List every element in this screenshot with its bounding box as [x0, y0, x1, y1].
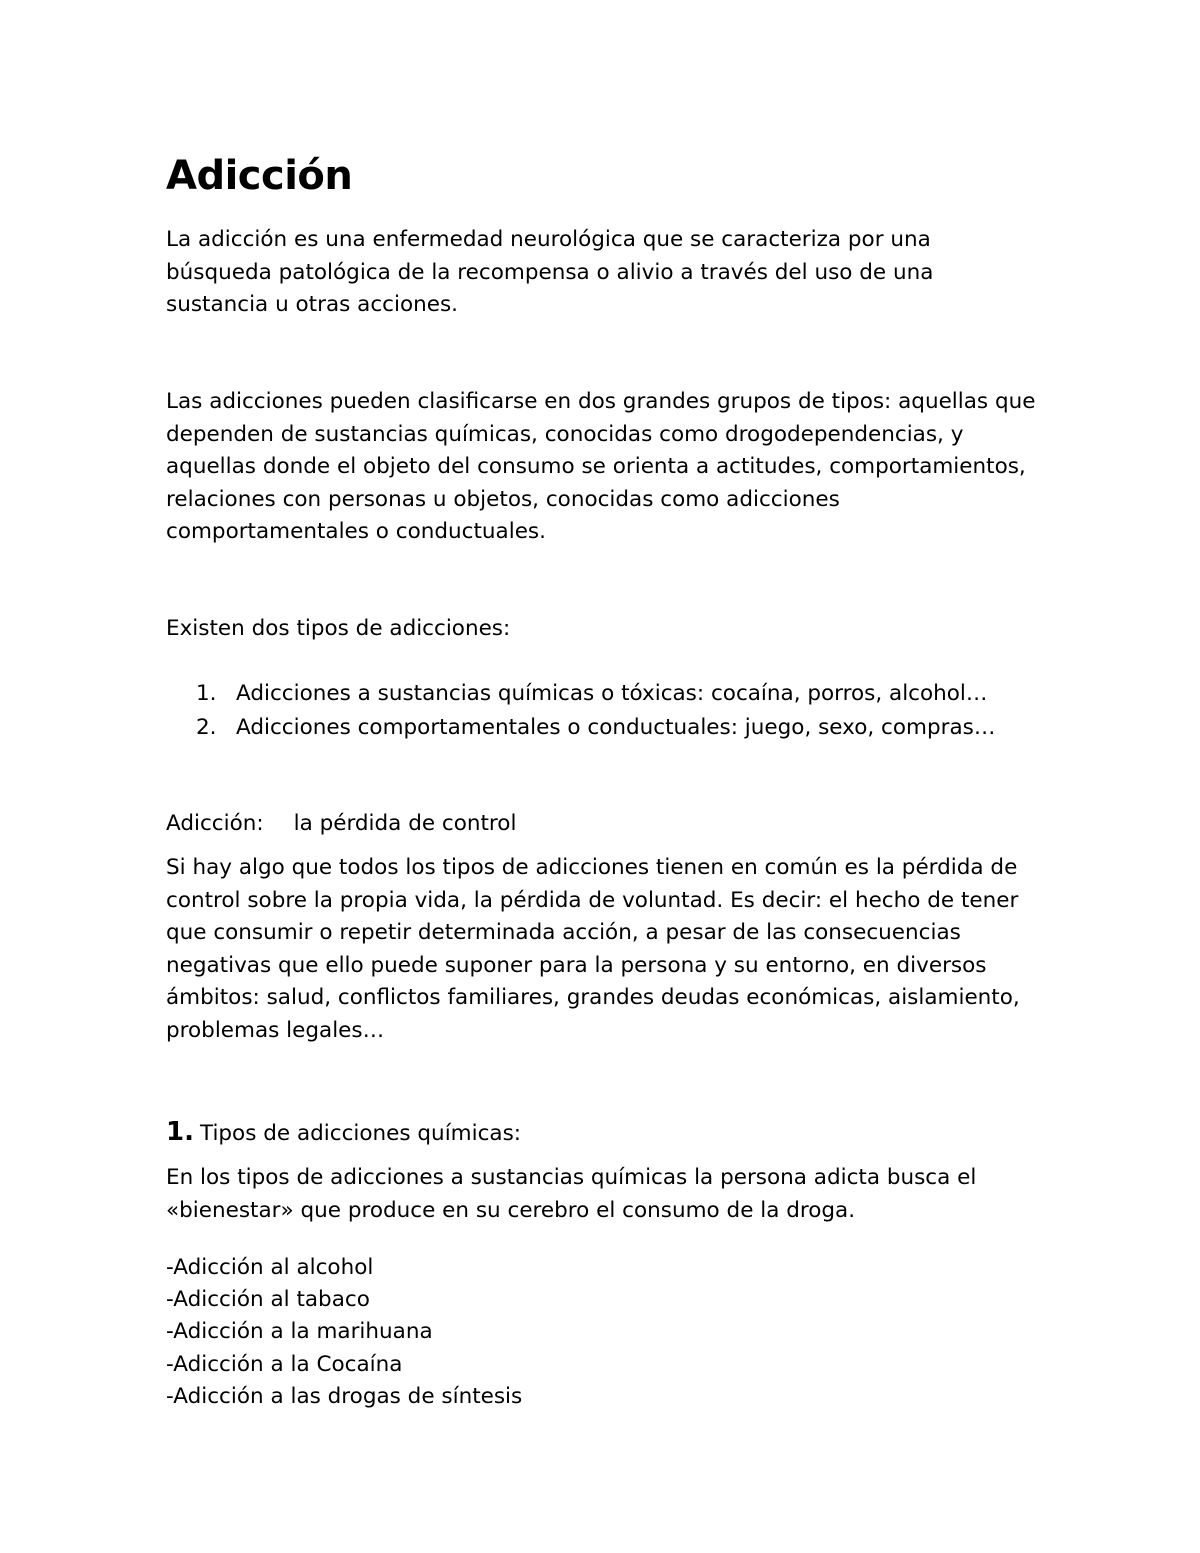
list-item: -Adicción a la Cocaína: [166, 1351, 403, 1377]
list-item: -Adicción a las drogas de síntesis: [166, 1383, 523, 1409]
section-heading-chemical-types: [166, 1112, 521, 1154]
list-item-number: 1.: [196, 681, 217, 706]
section-heading-loss-of-control: [166, 808, 516, 840]
section-heading-label: Adicción:: [166, 811, 264, 836]
classification-paragraph: Las adicciones pueden clasificarse en dos grandes grupos de tipos: aquellas que dependen de sustancias químicas, conocidas como drogodependencias, y aquellas donde el objeto del consumo se orienta a actitudes, comportamientos, relaciones con personas u objetos, conocidas como adicciones comportamentales o conductuales.: [166, 389, 1036, 545]
types-intro-paragraph: Existen dos tipos de adicciones:: [166, 616, 511, 641]
section-heading-text: la pérdida de control: [293, 811, 517, 836]
intro-paragraph: La adicción es una enfermedad neurológica que se caracteriza por una búsqueda patológica de la recompensa o alivio a través del uso de una sustancia u otras acciones.: [166, 227, 934, 318]
section-number: 1.: [166, 1117, 194, 1147]
list-item: -Adicción a la marihuana: [166, 1319, 433, 1345]
list-item-text: Adicciones comportamentales o conductuales: juego, sexo, compras…: [236, 715, 996, 740]
list-item-number: 2.: [196, 715, 217, 740]
chemical-types-paragraph: En los tipos de adicciones a sustancias químicas la persona adicta busca el «bienestar» que produce en su cerebro el consumo de la droga.: [166, 1165, 977, 1223]
list-item: -Adicción al tabaco: [166, 1287, 370, 1313]
list-item: [196, 711, 1036, 745]
loss-of-control-paragraph: Si hay algo que todos los tipos de adicciones tienen en común es la pérdida de control sobre la propia vida, la pérdida de voluntad. Es decir: el hecho de tener que consumir o repetir determinada acción, a pesar de las consecuencias negativas que ello puede suponer para la persona y su entorno, en diversos ámbitos: salud, conflictos familiares, grandes deudas económicas, aislamiento, problemas legales…: [166, 855, 1020, 1043]
section-heading-text: Tipos de adicciones químicas:: [199, 1121, 522, 1146]
addiction-types-list: [196, 677, 1036, 745]
document-title: Adicción: [166, 153, 353, 199]
list-item: -Adicción al alcohol: [166, 1255, 374, 1280]
chemical-addictions-list: [166, 1252, 522, 1413]
list-item-text: Adicciones a sustancias químicas o tóxicas: cocaína, porros, alcohol…: [236, 681, 988, 706]
list-item: [196, 677, 1036, 711]
